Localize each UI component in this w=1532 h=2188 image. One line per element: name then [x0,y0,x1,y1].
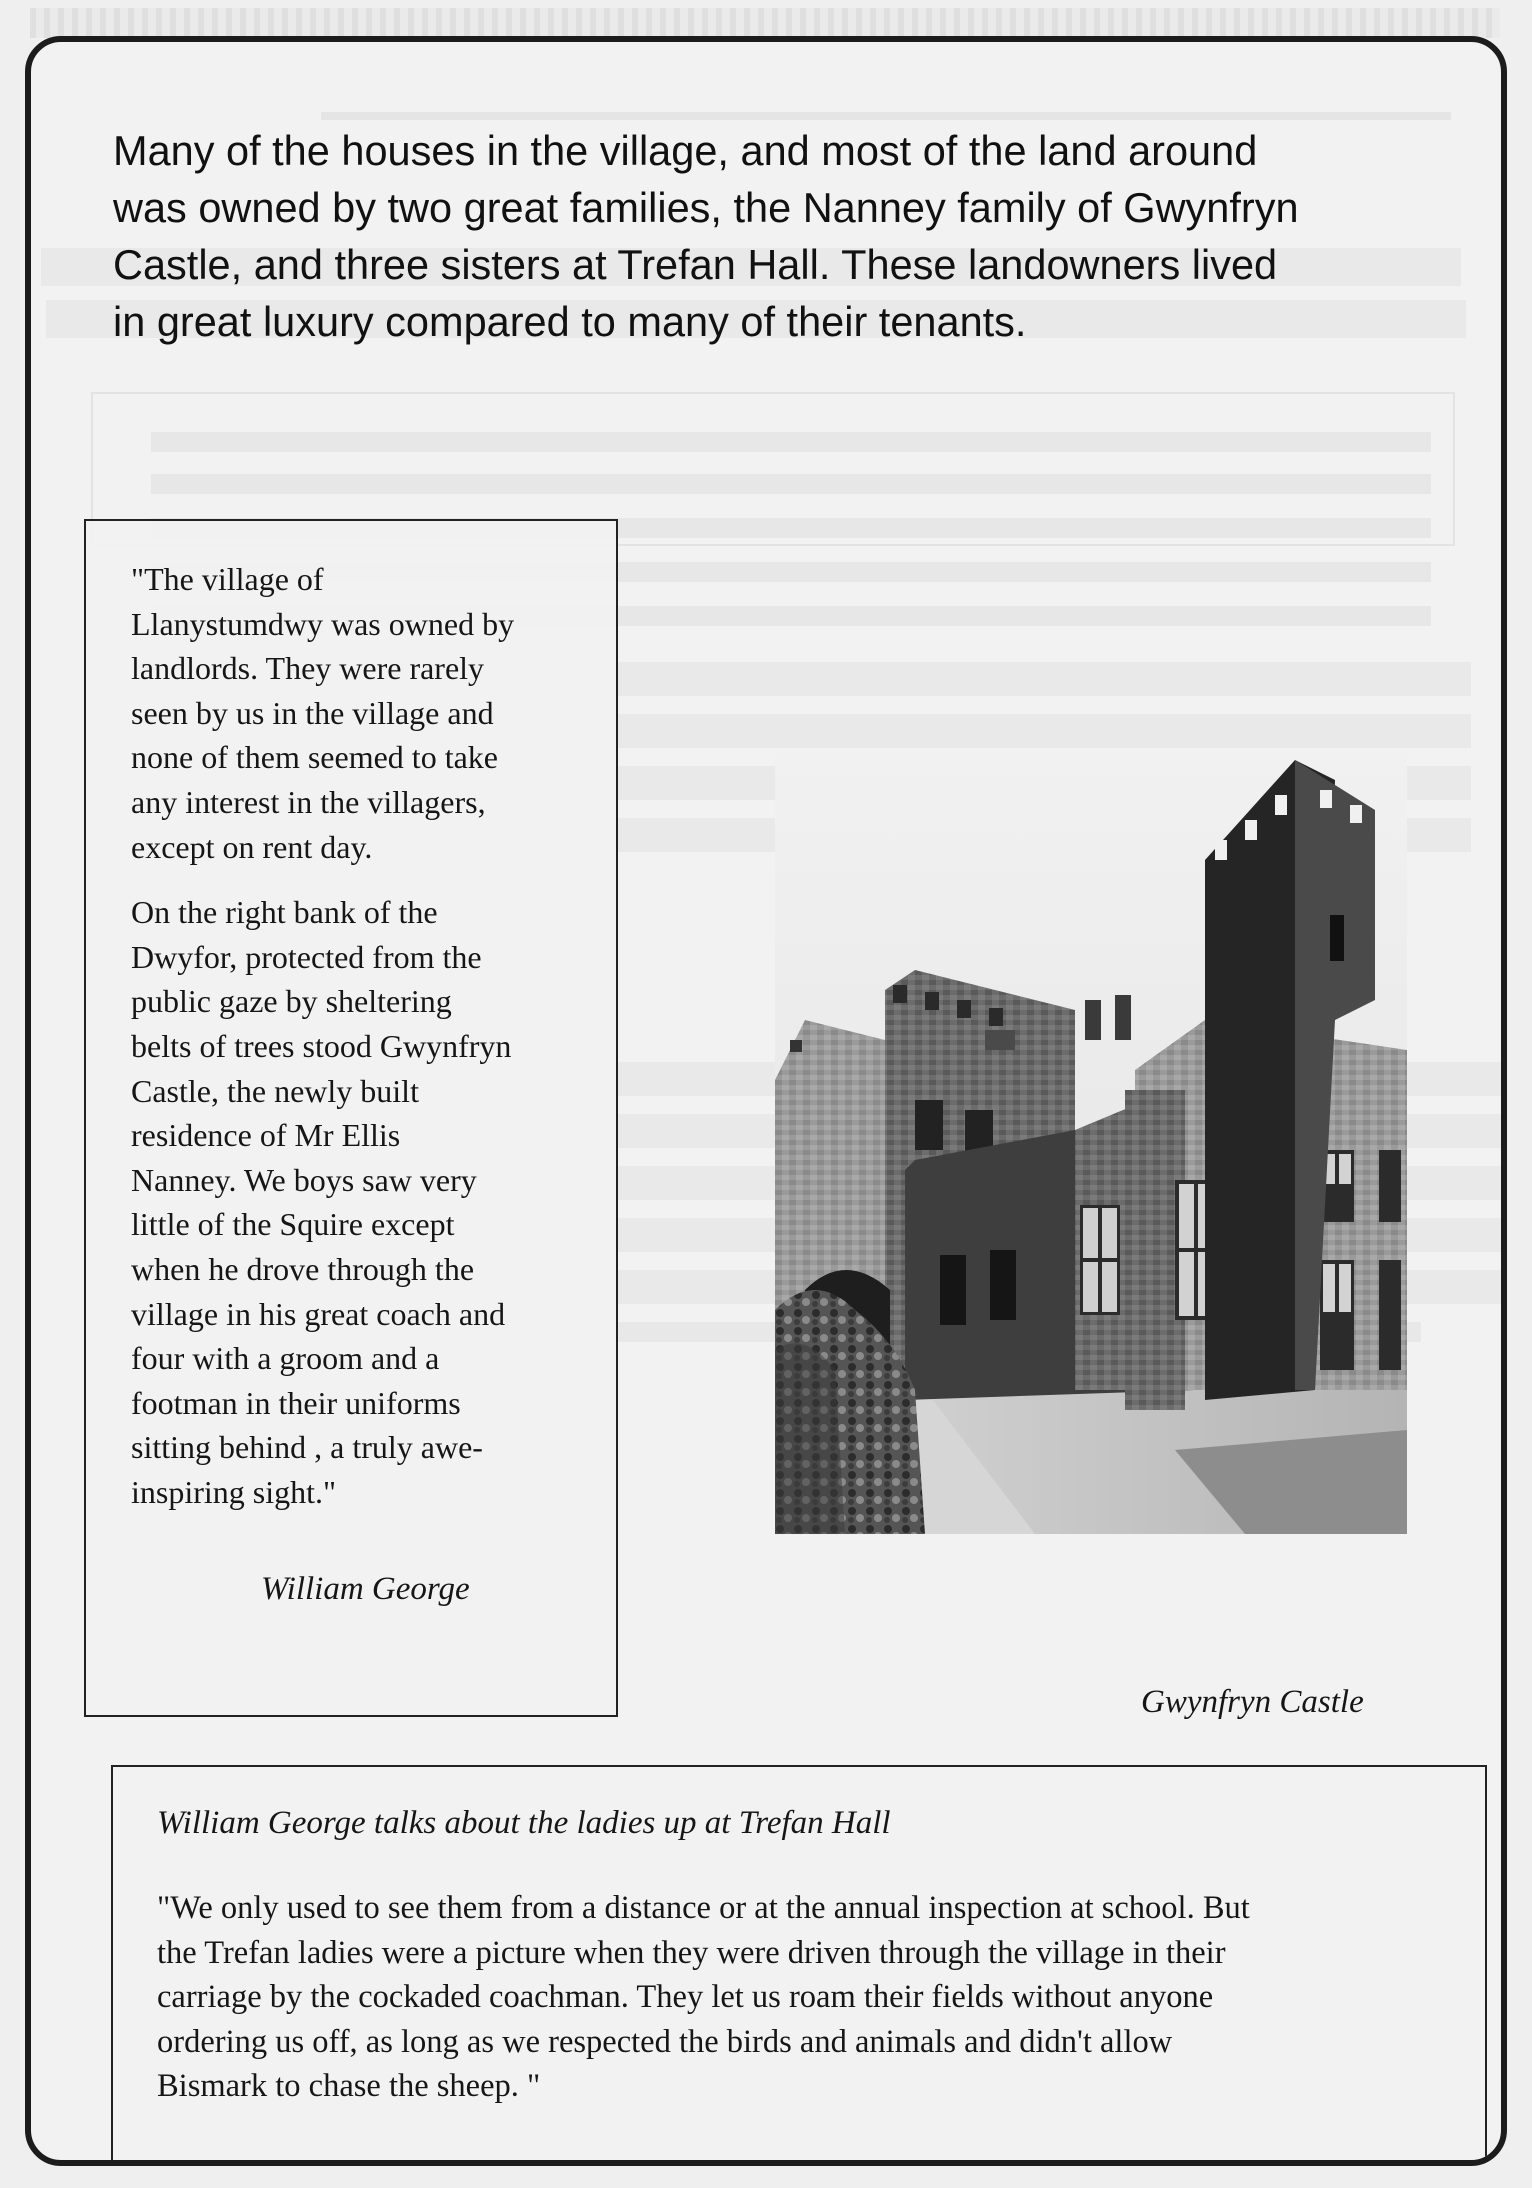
page-frame [25,36,1507,2166]
quote-line: none of them seemed to take [131,739,498,776]
quote-line: residence of Mr Ellis [131,1117,401,1154]
scan-edge [30,8,1500,38]
intro-line: Many of the houses in the village, and most of the land around [113,127,1258,174]
quote-line: "The village of [131,561,324,597]
castle-photo [775,750,1407,1534]
quote-line: village in his great coach and [131,1295,506,1332]
quote-line: the Trefan ladies were a picture when they were driven through the village in their [157,1934,1226,1971]
william-george-quote-box [84,519,618,1717]
quote-line: footman in their uniforms [131,1384,461,1421]
quote-line: Bismark to chase the sheep. " [157,2068,541,2104]
quote-line: carriage by the cockaded coachman. They let us roam their fields without anyone [157,1979,1214,2015]
intro-paragraph [113,122,1503,350]
quote-line: any interest in the villagers, [131,783,486,820]
intro-line: Castle, and three sisters at Trefan Hall. These landowners lived [113,241,1278,288]
quote-line: Llanystumdwy was owned by [131,605,515,642]
trefan-quote-heading: William George talks about the ladies up at Trefan Hall [157,1805,891,1841]
quote-line: belts of trees stood Gwynfryn [131,1027,512,1064]
quote-line: four with a groom and a [131,1340,440,1377]
quote-line: On the right bank of the [131,894,438,931]
castle-photo-image [775,750,1407,1534]
quote-line: "We only used to see them from a distance or at the annual inspection at school. But [157,1890,1250,1926]
quote-attribution: William George [261,1571,470,1607]
quote-paragraph-2 [131,890,596,1514]
quote-line: Castle, the newly built [131,1072,419,1109]
quote-line: when he drove through the [131,1250,475,1287]
trefan-hall-quote-box [111,1765,1487,2162]
quote-line: sitting behind , a truly awe- [131,1429,483,1466]
quote-line: Nanney. We boys saw very [131,1161,477,1198]
quote-line: Dwyfor, protected from the [131,938,482,975]
quote-line: public gaze by sheltering [131,983,452,1020]
quote-line: inspiring sight." [131,1473,337,1510]
quote-line: little of the Squire except [131,1206,455,1243]
quote-line: ordering us off, as long as we respected the birds and animals and didn't allow [157,2023,1173,2060]
intro-line: in great luxury compared to many of their tenants. [113,298,1027,345]
quote-line: seen by us in the village and [131,694,494,731]
quote-paragraph-1 [131,557,596,869]
quote-line: landlords. They were rarely [131,650,485,687]
quote-line: except on rent day. [131,828,373,865]
trefan-quote-text [157,1886,1445,2109]
photo-caption: Gwynfryn Castle [1141,1684,1364,1720]
intro-line: was owned by two great families, the Nanney family of Gwynfryn [113,184,1299,231]
